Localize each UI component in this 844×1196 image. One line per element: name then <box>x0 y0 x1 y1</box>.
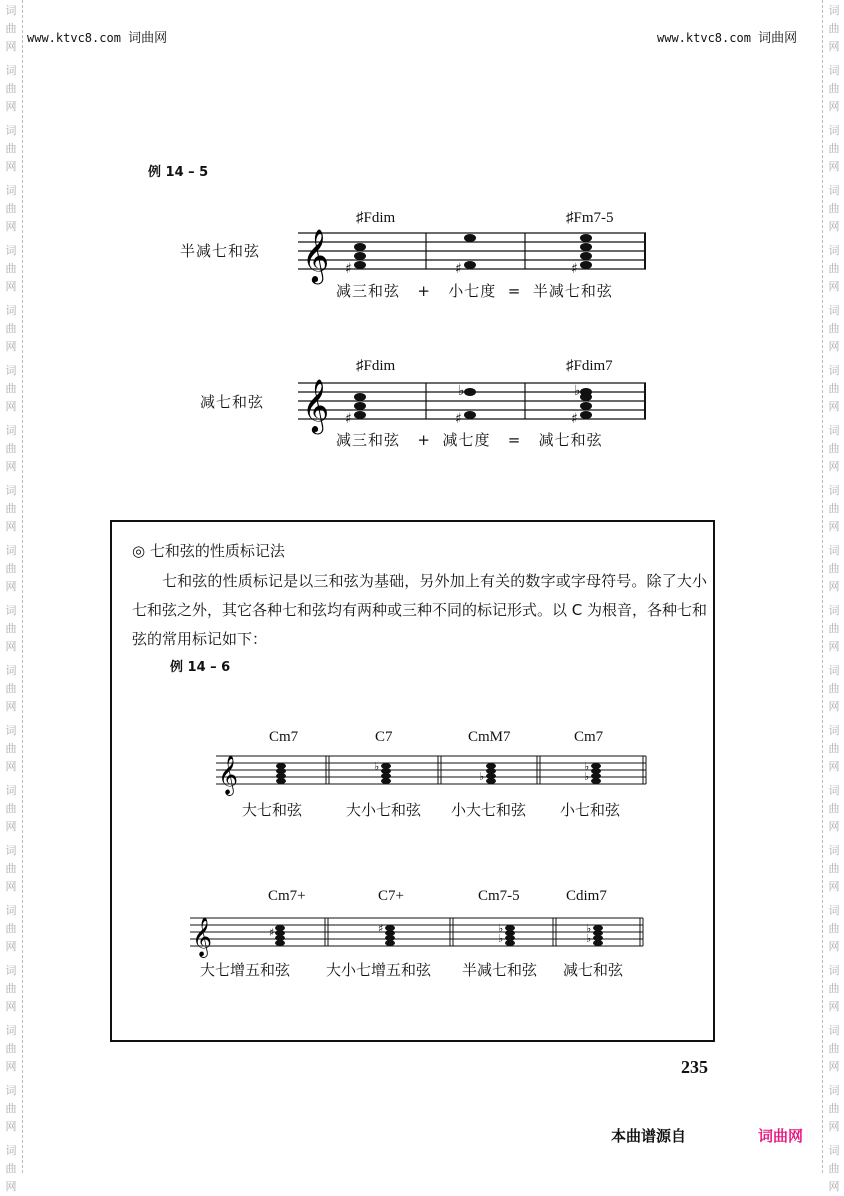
watermark-glyphs: 词 曲 网 <box>5 484 17 533</box>
row-label-diminished: 减七和弦 <box>200 393 265 411</box>
watermark-glyphs: 词 曲 网 <box>5 1144 17 1193</box>
chord-name: 大七和弦 <box>242 801 303 819</box>
svg-text:♭: ♭ <box>584 770 590 783</box>
site-name: 词曲网 <box>128 31 168 46</box>
watermark-glyphs: 词 曲 网 <box>5 664 17 713</box>
watermark-glyphs: 词 曲 网 <box>5 904 17 953</box>
watermark-glyphs: 词 曲 网 <box>5 1024 17 1073</box>
watermark-glyphs: 词 曲 网 <box>5 64 17 113</box>
section-title: ◎ 七和弦的性质标记法 <box>132 542 285 560</box>
formula-diminished: 减三和弦 + 减七度 = 减七和弦 <box>336 431 603 449</box>
watermark-glyphs: 词 曲 网 <box>5 1084 17 1133</box>
chord-symbol: Cm7+ <box>268 888 306 904</box>
row-label-half-diminished: 半减七和弦 <box>180 242 261 260</box>
svg-text:♭: ♭ <box>574 383 581 399</box>
svg-text:♯: ♯ <box>269 926 275 939</box>
music-staff-row-1 <box>216 750 648 800</box>
chord-symbol: Cm7 <box>574 729 604 745</box>
watermark-glyphs: 词 曲 网 <box>828 1024 840 1073</box>
chord-symbol: ♯Fm7-5 <box>566 210 614 226</box>
watermark-glyphs: 词 曲 网 <box>5 184 17 233</box>
chord-symbol: CmM7 <box>468 729 511 745</box>
watermark-glyphs: 词 曲 网 <box>828 64 840 113</box>
site-name: 词曲网 <box>758 31 798 46</box>
music-staff-row-2 <box>190 912 645 962</box>
chord-name: 半减七和弦 <box>462 961 538 979</box>
watermark-glyphs: 词 曲 网 <box>828 964 840 1013</box>
svg-text:♭: ♭ <box>458 383 465 399</box>
url-text: www.ktvc8.com <box>27 31 121 45</box>
header-url-right[interactable] <box>657 27 797 46</box>
chord-name: 减七和弦 <box>563 961 624 979</box>
watermark-glyphs: 词 曲 网 <box>5 424 17 473</box>
watermark-glyphs: 词 曲 网 <box>5 4 17 53</box>
chord-symbol: Cdim7 <box>566 888 607 904</box>
page-number: 235 <box>681 1057 708 1077</box>
chord-name: 大小七增五和弦 <box>326 961 432 979</box>
watermark-glyphs: 词 曲 网 <box>828 244 840 293</box>
treble-clef-icon: 𝄞 <box>302 378 330 432</box>
svg-text:♯: ♯ <box>345 411 352 427</box>
chord-symbol: ♯Fdim <box>356 210 396 226</box>
watermark-column-left <box>0 0 23 1193</box>
svg-text:♭: ♭ <box>498 932 504 945</box>
watermark-glyphs: 词 曲 网 <box>828 4 840 53</box>
source-site-link[interactable]: 词曲网 <box>758 1127 804 1145</box>
source-label: 本曲谱源自 <box>611 1127 687 1145</box>
chord-symbol: ♯Fdim <box>356 358 396 374</box>
url-text: www.ktvc8.com <box>657 31 751 45</box>
formula-half-diminished: 减三和弦 + 小七度 = 半减七和弦 <box>336 282 613 300</box>
chord-symbol: Cm7-5 <box>478 888 520 904</box>
watermark-glyphs: 词 曲 网 <box>828 544 840 593</box>
watermark-glyphs: 词 曲 网 <box>5 784 17 833</box>
svg-text:♯: ♯ <box>378 922 384 935</box>
example-label-14-5: 例 14 – 5 <box>148 165 209 180</box>
watermark-glyphs: 词 曲 网 <box>828 664 840 713</box>
watermark-column-right <box>822 0 844 1193</box>
watermark-glyphs: 词 曲 网 <box>828 844 840 893</box>
chord-symbol: C7 <box>375 729 393 745</box>
watermark-glyphs: 词 曲 网 <box>828 364 840 413</box>
watermark-glyphs: 词 曲 网 <box>5 964 17 1013</box>
watermark-glyphs: 词 曲 网 <box>828 604 840 653</box>
chord-name: 小七和弦 <box>560 801 621 819</box>
svg-text:♯: ♯ <box>571 411 578 427</box>
watermark-glyphs: 词 曲 网 <box>828 184 840 233</box>
watermark-glyphs: 词 曲 网 <box>5 604 17 653</box>
watermark-glyphs: 词 曲 网 <box>5 364 17 413</box>
svg-text:♭: ♭ <box>584 760 590 773</box>
watermark-glyphs: 词 曲 网 <box>828 904 840 953</box>
watermark-glyphs: 词 曲 网 <box>828 1084 840 1133</box>
svg-text:♭: ♭ <box>374 760 380 773</box>
music-staff-half-diminished <box>298 215 648 285</box>
watermark-glyphs: 词 曲 网 <box>5 844 17 893</box>
treble-clef-icon: 𝄞 <box>192 917 213 957</box>
svg-text:♯: ♯ <box>571 261 578 277</box>
svg-text:♭: ♭ <box>586 922 592 935</box>
watermark-glyphs: 词 曲 网 <box>828 784 840 833</box>
chord-name: 小大七和弦 <box>451 801 527 819</box>
music-staff-diminished <box>298 365 648 435</box>
watermark-glyphs: 词 曲 网 <box>828 304 840 353</box>
svg-text:♭: ♭ <box>586 932 592 945</box>
section-paragraph: 七和弦的性质标记是以三和弦为基础，另外加上有关的数字或字母符号。除了大小七和弦之外，其它各种七和弦均有两种或三种不同的标记形式。以 C 为根音，各种七和弦的常用标记如下： <box>132 572 708 648</box>
chord-name: 大七增五和弦 <box>200 961 291 979</box>
treble-clef-icon: 𝄞 <box>302 228 330 282</box>
watermark-glyphs: 词 曲 网 <box>828 724 840 773</box>
svg-text:♯: ♯ <box>345 261 352 277</box>
header-url-left[interactable] <box>27 27 167 46</box>
chord-symbol: Cm7 <box>269 729 299 745</box>
example-label-14-6: 例 14 – 6 <box>170 660 231 675</box>
svg-text:♯: ♯ <box>455 411 462 427</box>
watermark-glyphs: 词 曲 网 <box>5 544 17 593</box>
watermark-glyphs: 词 曲 网 <box>828 124 840 173</box>
watermark-glyphs: 词 曲 网 <box>828 484 840 533</box>
svg-text:♯: ♯ <box>455 261 462 277</box>
treble-clef-icon: 𝄞 <box>218 755 239 795</box>
watermark-glyphs: 词 曲 网 <box>828 424 840 473</box>
chord-symbol: C7+ <box>378 888 404 904</box>
svg-text:♭: ♭ <box>498 922 504 935</box>
chord-name: 大小七和弦 <box>346 801 422 819</box>
chord-symbol: ♯Fdim7 <box>566 358 613 374</box>
notation-box <box>110 520 715 1042</box>
svg-text:♭: ♭ <box>479 770 485 783</box>
watermark-glyphs: 词 曲 网 <box>5 124 17 173</box>
watermark-glyphs: 词 曲 网 <box>5 244 17 293</box>
watermark-glyphs: 词 曲 网 <box>5 304 17 353</box>
watermark-glyphs: 词 曲 网 <box>828 1144 840 1193</box>
watermark-glyphs: 词 曲 网 <box>5 724 17 773</box>
